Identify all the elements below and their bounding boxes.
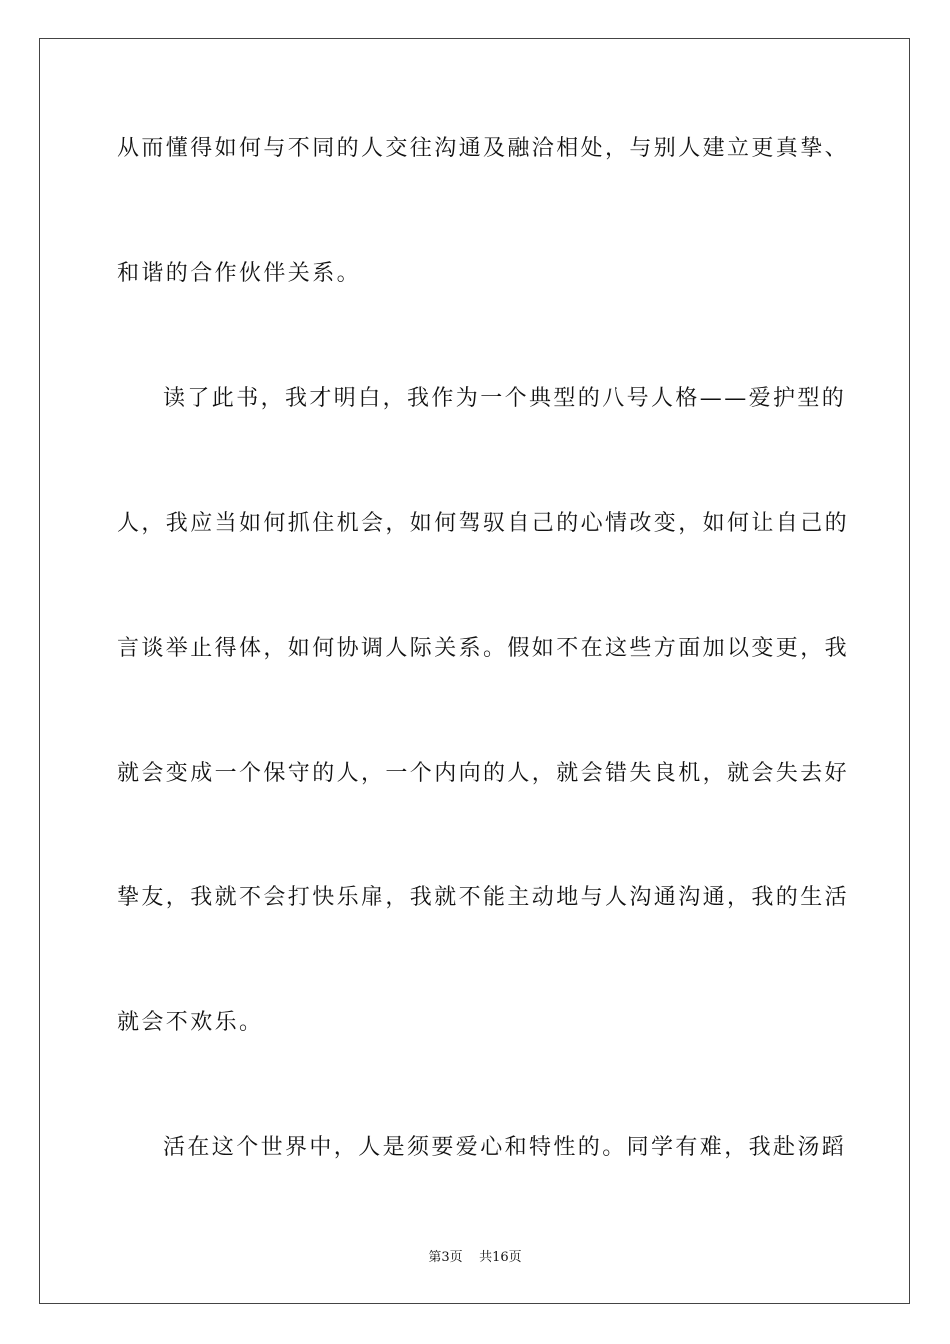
body-text-line: 活在这个世界中，人是须要爱心和特性的。同学有难，我赴汤蹈 — [163, 1135, 847, 1160]
total-pages: 共16页 — [479, 1250, 522, 1265]
page-border — [39, 38, 910, 1304]
body-text-line: 言谈举止得体，如何协调人际关系。假如不在这些方面加以变更，我 — [117, 636, 850, 661]
body-text-line: 和谐的合作伙伴关系。 — [117, 261, 362, 286]
page-number: 第3页 — [428, 1250, 463, 1265]
page-footer — [0, 1250, 950, 1266]
body-text-line: 人，我应当如何抓住机会，如何驾驭自己的心情改变，如何让自己的 — [117, 511, 850, 536]
body-text-line: 从而懂得如何与不同的人交往沟通及融洽相处，与别人建立更真挚、 — [117, 136, 850, 161]
body-text-line: 就会变成一个保守的人，一个内向的人，就会错失良机，就会失去好 — [117, 761, 850, 786]
body-text-line: 挚友，我就不会打快乐扉，我就不能主动地与人沟通沟通，我的生活 — [117, 885, 850, 910]
body-text-line: 就会不欢乐。 — [117, 1010, 264, 1035]
body-text-line: 读了此书，我才明白，我作为一个典型的八号人格——爱护型的 — [163, 386, 847, 411]
